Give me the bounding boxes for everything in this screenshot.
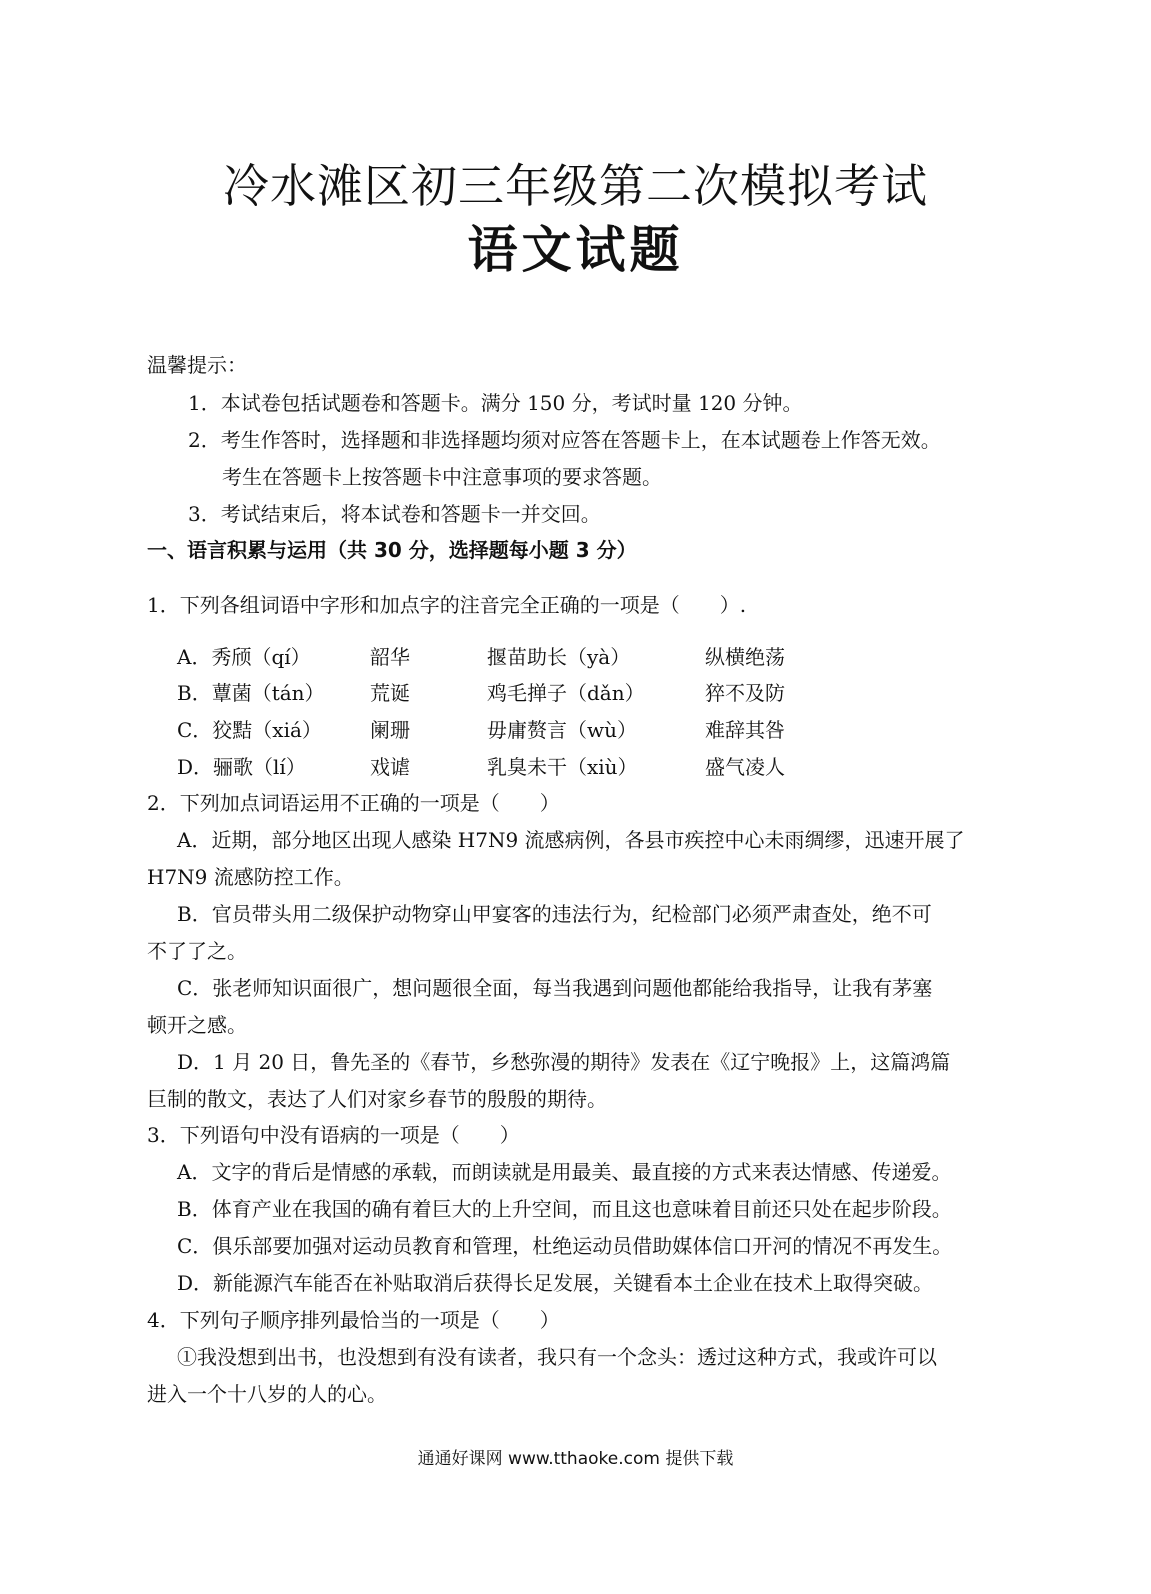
option-c: C．俱乐部要加强对运动员教育和管理，杜绝运动员借助媒体信口开河的情况不再发生。 [177, 1234, 953, 1258]
option-b-line1: B．官员带头用二级保护动物穿山甲宴客的违法行为，纪检部门必须严肃查处，绝不可 [177, 902, 932, 926]
option-a-word2: 韶华 [370, 645, 410, 669]
option-c-line1: C．张老师知识面很广，想问题很全面，每当我遇到问题他都能给我指导，让我有茅塞 [177, 976, 933, 1000]
tip-item: 考生在答题卡上按答题卡中注意事项的要求答题。 [222, 465, 662, 489]
option-d-word4: 盛气凌人 [705, 755, 785, 779]
option-d: D．新能源汽车能否在补贴取消后获得长足发展，关键看本土企业在技术上取得突破。 [177, 1271, 934, 1295]
option-b-word3: 鸡毛掸子（dǎn） [487, 681, 645, 705]
option-b-line2: 不了了之。 [147, 939, 247, 963]
option-b-word2: 荒诞 [370, 681, 410, 705]
option-c-word2: 阑珊 [370, 718, 410, 742]
passage-line2: 进入一个十八岁的人的心。 [147, 1382, 387, 1406]
question-stem: 2．下列加点词语运用不正确的一项是（ ） [147, 791, 560, 815]
option-d-word1: D．骊歌（lí） [177, 755, 306, 779]
option-b-word1: B．蕈菌（tán） [177, 681, 325, 705]
option-c-line2: 顿开之感。 [147, 1013, 247, 1037]
tip-item: 3．考试结束后，将本试卷和答题卡一并交回。 [188, 502, 601, 526]
tip-item: 1．本试卷包括试题卷和答题卡。满分 150 分，考试时量 120 分钟。 [188, 391, 803, 415]
option-c-word4: 难辞其咎 [705, 718, 785, 742]
option-a: A．文字的背后是情感的承载，而朗读就是用最美、最直接的方式来表达情感、传递爱。 [177, 1160, 952, 1184]
option-a-word4: 纵横绝荡 [705, 645, 785, 669]
passage-line1: ①我没想到出书，也没想到有没有读者，我只有一个念头：透过这种方式，我或许可以 [177, 1345, 937, 1369]
option-a-line1: A．近期，部分地区出现人感染 H7N9 流感病例，各县市疾控中心未雨绸缪，迅速开展了 [177, 828, 965, 852]
question-stem: 4．下列句子顺序排列最恰当的一项是（ ） [147, 1308, 560, 1332]
footer-source: 通通好课网 www.tthaoke.com 提供下载 [417, 1449, 734, 1469]
option-c-word1: C．狡黠（xiá） [177, 718, 322, 742]
option-b-word4: 猝不及防 [705, 681, 785, 705]
option-d-word2: 戏谑 [370, 755, 410, 779]
question-stem: 1．下列各组词语中字形和加点字的注音完全正确的一项是（ ）. [147, 593, 747, 617]
option-a-word1: A．秀颀（qí） [177, 645, 311, 669]
option-d-word3: 乳臭未干（xiù） [487, 755, 638, 779]
question-stem: 3．下列语句中没有语病的一项是（ ） [147, 1123, 520, 1147]
option-a-word3: 揠苗助长（yà） [487, 645, 631, 669]
subject-title: 语文试题 [467, 221, 684, 279]
option-c-word3: 毋庸赘言（wù） [487, 718, 637, 742]
tip-item: 2．考生作答时，选择题和非选择题均须对应答在答题卡上，在本试题卷上作答无效。 [188, 428, 941, 452]
option-b: B．体育产业在我国的确有着巨大的上升空间，而且这也意味着目前还只处在起步阶段。 [177, 1197, 952, 1221]
tips-heading: 温馨提示： [147, 353, 247, 377]
option-a-line2: H7N9 流感防控工作。 [147, 865, 354, 889]
section-heading: 一、语言积累与运用（共 30 分，选择题每小题 3 分） [147, 538, 637, 562]
option-d-line1: D．1 月 20 日，鲁先圣的《春节，乡愁弥漫的期待》发表在《辽宁晚报》上，这篇鸿篇 [177, 1050, 951, 1074]
option-d-line2: 巨制的散文，表达了人们对家乡春节的殷殷的期待。 [147, 1087, 607, 1111]
exam-title: 冷水滩区初三年级第二次模拟考试 [223, 159, 928, 213]
